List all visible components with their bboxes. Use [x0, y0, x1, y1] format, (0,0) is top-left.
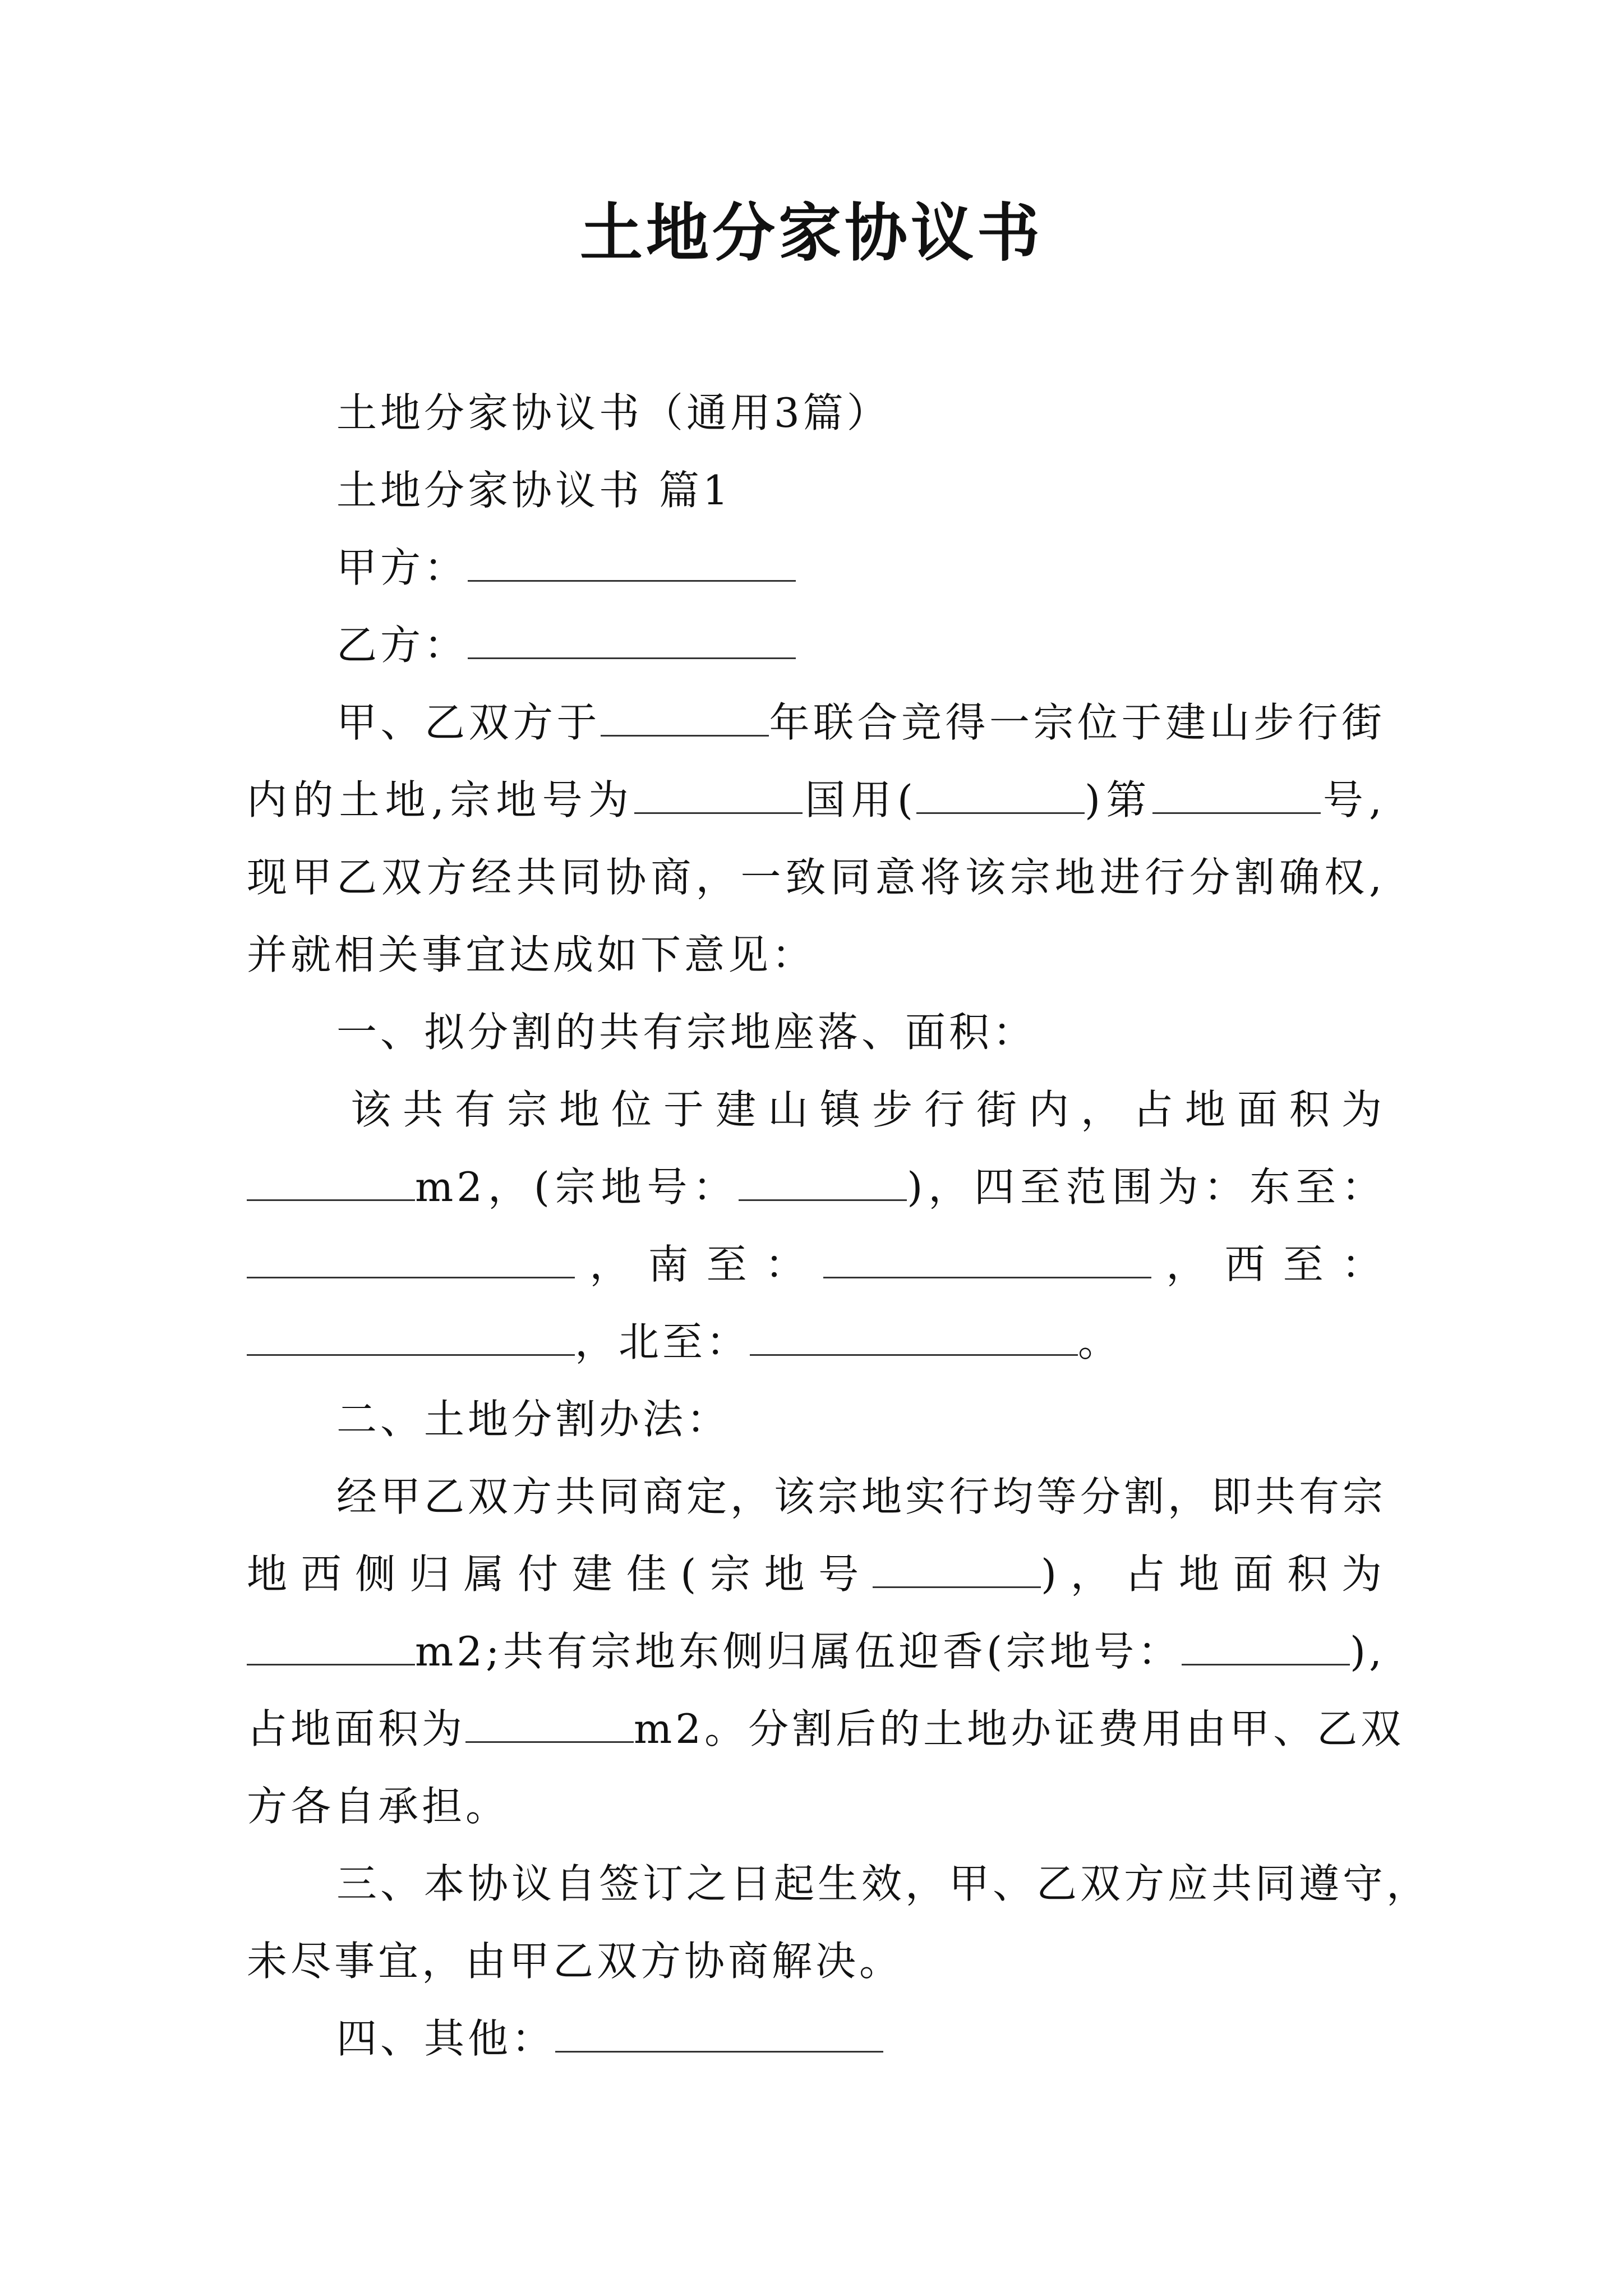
- party-b-label: 乙方：: [336, 622, 468, 669]
- intro-line-3: 现甲乙双方经共同协商，一致同意将该宗地进行分割确权,: [247, 854, 1385, 901]
- clause-text: 占地面积为: [247, 1705, 466, 1752]
- clause-text: m2，(宗地号：: [415, 1163, 739, 1211]
- intro-text: 内的土地,宗地号为: [247, 776, 635, 823]
- clause-text: m2。分割后的土地办证费用由甲、乙双: [634, 1705, 1405, 1752]
- national-use-blank: [916, 781, 1085, 814]
- clause-3-line-2: 未尽事宜，由甲乙双方协商解决。: [247, 1938, 903, 1985]
- party-a-blank: [468, 549, 796, 582]
- clause-text: 南至：: [648, 1241, 824, 1288]
- intro-line-1: [336, 699, 1385, 746]
- document-title: 土地分家协议书: [580, 196, 1043, 270]
- north-boundary-blank: [750, 1323, 1078, 1356]
- clause-text: 。: [1078, 1318, 1122, 1365]
- west-area-blank: [247, 1632, 415, 1665]
- intro-text: )第: [1085, 776, 1152, 823]
- party-a-line: [336, 544, 1385, 591]
- east-area-blank: [465, 1710, 634, 1743]
- party-b-line: [336, 622, 1385, 669]
- intro-text: 甲、乙双方于: [336, 699, 601, 746]
- party-a-label: 甲方：: [336, 544, 468, 591]
- clause-2-line-2: [247, 1550, 1385, 1598]
- area-blank: [247, 1168, 415, 1201]
- clause-text: 地西侧归属付建佳(宗地号: [247, 1550, 873, 1598]
- section-heading: 土地分家协议书 篇1: [336, 467, 732, 514]
- party-b-blank: [468, 626, 796, 659]
- parcel-id-blank: [739, 1168, 907, 1201]
- other-terms-blank: [555, 2019, 883, 2053]
- clause-2-line-5: 方各自承担。: [247, 1783, 510, 1830]
- east-parcel-id-blank: [1182, 1632, 1350, 1665]
- clause-text: )，四至范围为：东至：: [907, 1163, 1385, 1211]
- document-subtitle: 土地分家协议书（通用3篇）: [336, 389, 891, 436]
- clause-2-line-1: 经甲乙双方共同商定，该宗地实行均等分割，即共有宗: [336, 1473, 1387, 1520]
- intro-text: 年联合竞得一宗位于建山步行街: [769, 699, 1385, 746]
- year-blank: [601, 703, 769, 737]
- clause-1-heading: 一、拟分割的共有宗地座落、面积：: [336, 1009, 1037, 1056]
- clause-text: ，北至：: [575, 1318, 750, 1365]
- west-boundary-blank: [247, 1323, 575, 1356]
- west-parcel-id-blank: [873, 1555, 1041, 1588]
- intro-line-2: [247, 776, 1386, 823]
- clause-text: )，占地面积为: [1040, 1550, 1385, 1598]
- intro-line-4: 并就相关事宜达成如下意见：: [247, 931, 816, 978]
- clause-4-line: [336, 2015, 1385, 2062]
- clause-1-line-1: 该共有宗地位于建山镇步行街内，占地面积为: [351, 1086, 1385, 1133]
- south-boundary-blank: [823, 1245, 1151, 1278]
- clause-text: ，: [1151, 1241, 1225, 1288]
- clause-text: ，: [575, 1241, 648, 1288]
- parcel-number-blank: [634, 781, 803, 814]
- clause-2-heading: 二、土地分割办法：: [336, 1396, 731, 1443]
- clause-text: 西至：: [1224, 1241, 1385, 1288]
- clause-3-line-1: 三、本协议自签订之日起生效，甲、乙双方应共同遵守，: [336, 1860, 1431, 1907]
- clause-2-line-3: [247, 1628, 1385, 1675]
- certificate-number-blank: [1152, 781, 1321, 814]
- clause-4-label: 四、其他：: [336, 2015, 556, 2062]
- east-boundary-blank: [247, 1245, 575, 1278]
- clause-1-line-4: [247, 1318, 1385, 1365]
- clause-text: ),: [1350, 1628, 1385, 1675]
- clause-1-line-3: [247, 1241, 1385, 1288]
- clause-1-line-2: [247, 1163, 1385, 1211]
- intro-text: 国用(: [803, 776, 917, 823]
- intro-text: 号,: [1320, 776, 1386, 823]
- clause-text: m2;共有宗地东侧归属伍迎香(宗地号：: [415, 1628, 1182, 1675]
- clause-2-line-4: [247, 1705, 1405, 1752]
